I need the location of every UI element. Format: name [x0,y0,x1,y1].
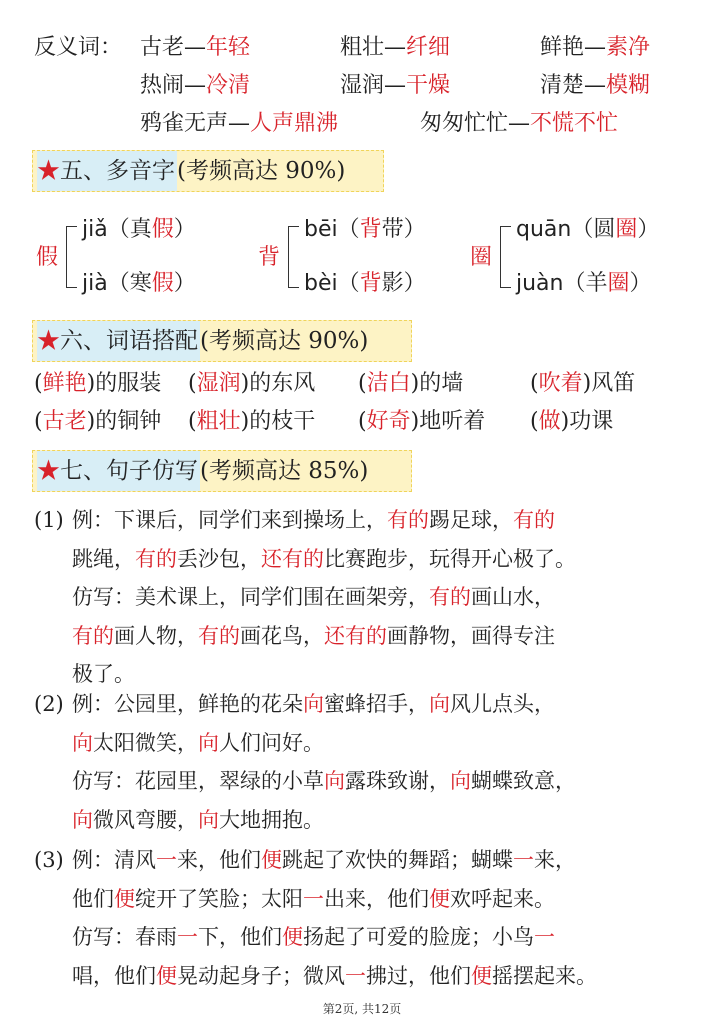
sentence-text: 蜜蜂招手， [324,692,429,716]
example-word: ） [637,217,660,242]
polyphone-reading [516,216,659,244]
sentence-text: 仿写：美术课上，同学们围在画架旁， [72,585,429,609]
highlight-word: 向 [198,730,219,755]
collocation-word: 做 [538,409,561,434]
pinyin: jiǎ [82,217,108,242]
collocation [188,408,315,436]
antonym-word: 清楚— [540,73,607,98]
highlight-word: 向 [303,692,324,716]
highlight-word: 向 [450,769,471,793]
section-title: 五、多音字 [60,158,175,184]
antonym-opposite: 模糊 [606,73,651,98]
paren: ( [358,371,367,396]
collocation-word: 鲜艳 [42,371,87,396]
page-footer: 第2页, 共12页 [322,1002,402,1016]
highlight-word: 一 [177,925,198,949]
collocation-word: 古老 [42,409,87,434]
paren: ) [560,409,570,434]
sentence-text: 跳绳， [72,546,135,571]
example-char: 圈 [615,217,638,242]
example-char: 背 [359,217,382,242]
polyphone-reading [82,216,196,244]
sentence-text: 来，他们 [177,848,261,872]
sentence-text: 仿写：花园里，翠绿的小草 [72,769,324,793]
highlight-word: 一 [513,848,534,872]
paren: ) [240,371,250,396]
sentence-line [72,923,555,951]
highlight-word: 便 [261,848,282,872]
sentence-text: 下，他们 [198,925,282,949]
antonym-word: 匆匆忙忙— [420,111,531,136]
highlight-word: 一 [534,925,555,949]
antonyms-label: 反义词： [34,35,123,60]
antonym-pair [540,72,650,100]
antonym-pair [340,72,450,100]
antonym-pair [340,34,450,62]
sentence-text: 拂过，他们 [366,963,471,988]
pinyin: bēi [304,217,338,242]
pinyin: quān [516,217,572,242]
polyphone-reading [82,270,196,298]
highlight-word: 便 [429,886,450,911]
collocation-word: 粗壮 [196,409,241,434]
sentence-line [72,885,555,913]
sentence-text: 太阳微笑， [93,730,198,755]
sentence-text: 微风弯腰， [93,807,198,832]
paren: ) [86,371,96,396]
highlight-word: 有的 [198,623,240,648]
highlight-word: 向 [72,730,93,755]
sentence-line [72,846,576,874]
highlight-word: 有的 [387,508,429,532]
collocation [530,370,635,398]
sentence-text: 露珠致谢， [345,769,450,793]
section-frequency: (考频高达 90%) [177,158,346,184]
antonym-pair [540,34,650,62]
antonym-opposite: 素净 [606,35,651,60]
highlight-word: 还有的 [261,546,324,571]
section-title: 六、词语搭配 [60,328,198,354]
collocation [358,408,485,436]
brace-icon [288,226,299,288]
highlight-word: 便 [282,925,303,949]
highlight-word: 一 [303,886,324,911]
sentence-text: 画花鸟， [240,623,324,648]
antonym-pair [420,110,618,138]
sentence-text: 例：下课后，同学们来到操场上， [72,508,387,532]
antonym-word: 湿润— [340,73,407,98]
example-word: （羊 [563,271,608,296]
sentence-text: 蝴蝶致意， [471,769,576,793]
polyphone-char: 假 [36,245,59,270]
collocation-word: 好奇 [366,409,411,434]
highlight-word: 有的 [135,546,177,571]
highlight-word: 便 [471,963,492,988]
highlight-word: 有的 [513,508,555,532]
sentence-text: 风儿点头， [450,692,555,716]
pinyin: juàn [516,271,564,296]
paren: ) [240,409,250,434]
star-icon: ★ [37,458,60,484]
sentence-text: 跳起了欢快的舞蹈；蝴蝶 [282,848,513,872]
sentence-text: 画人物， [114,623,198,648]
sentence-line [72,767,576,795]
antonym-word: 粗壮— [340,35,407,60]
example-word: （ [337,271,360,296]
example-word: ） [629,271,652,296]
collocation [188,370,315,398]
sentence-text: 大地拥抱。 [219,807,324,832]
collocation [358,370,463,398]
section-frequency: (考频高达 85%) [200,458,369,484]
pinyin: jià [82,271,108,296]
antonym-opposite: 年轻 [206,35,251,60]
highlight-word: 有的 [429,585,471,609]
paren: ( [358,409,367,434]
example-word: （寒 [107,271,152,296]
sentence-text: 摇摆起来。 [492,963,597,988]
polyphone-reading [516,270,652,298]
sentence-text: 唱，他们 [72,963,156,988]
sentence-line [72,622,555,650]
highlight-word: 便 [114,886,135,911]
collocation [34,370,161,398]
example-word: ） [173,217,196,242]
antonym-word: 热闹— [140,73,207,98]
collocation-text: 的枝干 [249,409,316,434]
highlight-word: 向 [324,769,345,793]
section-header-collocations [32,320,412,362]
sentence-line [72,506,555,534]
antonym-opposite: 人声鼎沸 [250,111,339,136]
example-char: 圈 [607,271,630,296]
sentence-line [72,729,324,757]
star-icon: ★ [37,158,60,184]
collocation-text: 功课 [569,409,614,434]
sentence-text: 出来，他们 [324,886,429,911]
sentence-text: 极了。 [72,662,135,686]
example-char: 假 [151,271,174,296]
pinyin: bèi [304,271,338,296]
highlight-word: 便 [156,963,177,988]
highlight-word: 还有的 [324,623,387,648]
antonym-word: 古老— [140,35,207,60]
collocation-word: 洁白 [366,371,411,396]
paren: ( [34,371,43,396]
example-char: 背 [359,271,382,296]
antonym-pair [140,72,250,100]
highlight-word: 一 [345,963,366,988]
brace-icon [66,226,77,288]
star-icon: ★ [37,328,60,354]
sentence-text: 晃动起身子；微风 [177,963,345,988]
sentence-number: (1) [34,508,64,532]
sentence-line [72,583,555,611]
sentence-text: 丢沙包， [177,546,261,571]
section-header-sentences [32,450,412,492]
sentence-text: 他们 [72,886,114,911]
collocation-word: 吹着 [538,371,583,396]
sentence-line [72,962,597,990]
example-word: 带） [381,217,426,242]
example-word: ） [173,271,196,296]
sentence-text: 绽开了笑脸；太阳 [135,886,303,911]
example-word: 影） [381,271,426,296]
antonym-word: 鸦雀无声— [140,111,251,136]
collocation-text: 的东风 [249,371,316,396]
sentence-text: 欢呼起来。 [450,886,555,911]
sentence-text: 踢足球， [429,508,513,532]
paren: ) [410,371,420,396]
section-header-polyphones [32,150,384,192]
sentence-line [72,806,324,834]
sentence-line [72,545,576,573]
sentence-text: 例：公园里，鲜艳的花朵 [72,692,303,716]
collocation-word: 湿润 [196,371,241,396]
antonym-word: 鲜艳— [540,35,607,60]
example-char: 假 [151,217,174,242]
example-word: （圆 [571,217,616,242]
paren: ) [86,409,96,434]
section-title: 七、句子仿写 [60,458,198,484]
paren: ( [530,409,539,434]
collocation-text: 的铜钟 [95,409,162,434]
paren: ) [582,371,592,396]
highlight-word: 向 [72,807,93,832]
highlight-word: 有的 [72,623,114,648]
example-word: （真 [107,217,152,242]
sentence-line [72,660,135,688]
sentence-text: 画静物，画得专注 [387,623,555,648]
polyphone-reading [304,270,426,298]
antonym-pair [140,110,338,138]
brace-icon [500,226,511,288]
sentence-text: 来， [534,848,576,872]
collocation-text: 地听着 [419,409,486,434]
paren: ( [530,371,539,396]
sentence-text: 仿写：春雨 [72,925,177,949]
sentence-text: 画山水， [471,585,555,609]
antonym-pair [140,34,250,62]
collocation-text: 的墙 [419,371,464,396]
polyphone-char: 圈 [470,245,493,270]
antonym-opposite: 冷清 [206,73,251,98]
collocation [530,408,613,436]
antonym-opposite: 不慌不忙 [530,111,619,136]
paren: ) [410,409,420,434]
highlight-word: 一 [156,848,177,872]
sentence-text: 比赛跑步，玩得开心极了。 [324,546,576,571]
highlight-word: 向 [429,692,450,716]
polyphone-char: 背 [258,245,281,270]
antonym-opposite: 纤细 [406,35,451,60]
sentence-number: (2) [34,692,64,716]
paren: ( [188,371,197,396]
collocation-text: 风笛 [591,371,636,396]
highlight-word: 向 [198,807,219,832]
sentence-line [72,690,555,718]
sentence-text: 人们问好。 [219,730,324,755]
sentence-number: (3) [34,848,64,872]
sentence-text: 扬起了可爱的脸庞；小鸟 [303,925,534,949]
collocation-text: 的服装 [95,371,162,396]
collocation [34,408,161,436]
paren: ( [188,409,197,434]
antonym-opposite: 干燥 [406,73,451,98]
sentence-text: 例：清风 [72,848,156,872]
example-word: （ [337,217,360,242]
paren: ( [34,409,43,434]
section-frequency: (考频高达 90%) [200,328,369,354]
polyphone-reading [304,216,426,244]
